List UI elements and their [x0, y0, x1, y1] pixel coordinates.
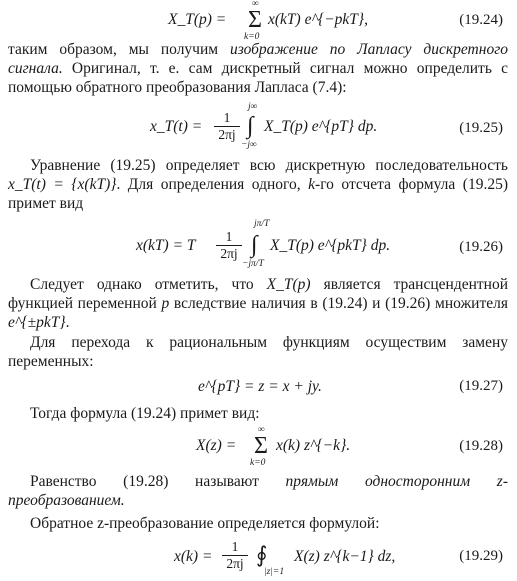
equation-lhs: X(z) =	[196, 437, 237, 454]
integral-upper-limit: jπ/T	[254, 219, 270, 229]
fraction-numerator: 1	[222, 539, 248, 556]
paragraph-text: . Для определения одного,	[116, 176, 309, 193]
equation-number: (19.26)	[459, 239, 503, 255]
equation-rhs: X_T(p) e^{pT} dp.	[264, 118, 378, 135]
paragraph-text: Равенство (19.28) называют	[30, 473, 286, 490]
paragraph-text: таким образом, мы получим	[8, 41, 230, 58]
equation-number: (19.29)	[459, 548, 503, 564]
paragraph-4: Для перехода к рациональным функциям осуществим замену переменных:	[8, 334, 508, 370]
fraction-numerator: 1	[216, 229, 242, 246]
sum-symbol: Σ	[248, 7, 262, 33]
inline-variable: k	[308, 176, 316, 193]
paragraph-text: .	[65, 314, 70, 331]
equation-rhs: x(kT) e^{−pkT},	[268, 11, 368, 28]
sum-lower-limit: k=0	[244, 32, 260, 42]
sum-lower-limit: k=0	[250, 458, 266, 468]
paragraph-text: вследствие наличия в (19.24) и (19.26) множителя	[169, 295, 508, 312]
emphasis-text: изображение по Лапласу дискретного сигнала.	[8, 41, 508, 77]
paragraph-1	[8, 40, 508, 97]
paragraph-text: Следует однако отметить, что	[30, 276, 267, 293]
fraction-denominator: 2πj	[218, 127, 236, 142]
equation-19-24	[0, 0, 517, 44]
paragraph-3	[8, 275, 508, 332]
fraction	[214, 110, 240, 143]
paragraph-6	[8, 472, 508, 510]
paragraph-text: Оригинал, т. е. сам дискретный сигнал можно определить с помощью обратного преобразования Лапласа (7.4):	[8, 60, 508, 96]
integral-symbol: ∫	[251, 232, 258, 258]
equation-19-29	[0, 536, 517, 580]
equation-rhs: X(z) z^{k−1} dz,	[294, 548, 396, 565]
equation-expression: e^{pT} = z = x + jy.	[198, 378, 322, 395]
integral-lower-limit: −j∞	[241, 140, 257, 150]
paragraph-text: Уравнение (19.25) определяет всю дискретную последовательность	[30, 157, 508, 174]
equation-lhs: x(k) =	[174, 548, 213, 565]
fraction-numerator: 1	[214, 110, 240, 127]
fraction-denominator: 2πj	[220, 246, 238, 261]
paragraph-2	[8, 156, 508, 213]
equation-number: (19.24)	[459, 12, 503, 28]
paragraph-text: -го отсчета формула (19.25) примет вид	[8, 176, 508, 212]
equation-19-28	[0, 424, 517, 468]
sum-upper-limit: ∞	[252, 0, 259, 9]
sum-upper-limit: ∞	[258, 425, 265, 435]
equation-19-25	[0, 102, 517, 150]
equation-19-26	[0, 219, 517, 269]
equation-lhs: x_T(t) =	[150, 118, 203, 135]
contour-lower-limit: |z|=1	[264, 567, 285, 577]
inline-variable: p	[161, 295, 170, 312]
equation-number: (19.28)	[459, 438, 503, 454]
fraction	[216, 229, 242, 262]
emphasis-text: прямым односторонним z-преобразованием.	[8, 473, 508, 509]
equation-number: (19.25)	[459, 120, 503, 136]
inline-formula: e^{±pkT}	[8, 314, 66, 331]
integral-symbol: ∫	[247, 113, 254, 139]
inline-formula: x_T(t) = {x(kT)}	[8, 176, 117, 193]
sum-symbol: Σ	[254, 433, 268, 459]
equation-lhs: X_T(p) =	[168, 11, 227, 28]
inline-formula: X_T(p)	[266, 276, 311, 293]
equation-rhs: X_T(p) e^{pkT} dp.	[270, 237, 391, 254]
integral-lower-limit: −jπ/T	[242, 259, 264, 269]
paragraph-7: Обратное z-преобразование определяется формулой:	[30, 515, 380, 532]
paragraph-text: является трансцендентной функцией переменной	[8, 276, 508, 312]
integral-upper-limit: j∞	[248, 102, 258, 112]
equation-rhs: x(k) z^{−k}.	[276, 437, 351, 454]
paragraph-5: Тогда формула (19.24) примет вид:	[30, 405, 260, 422]
fraction-denominator: 2πj	[226, 556, 244, 571]
contour-integral-symbol: ∮	[256, 542, 268, 567]
equation-number: (19.27)	[459, 378, 503, 394]
fraction	[222, 539, 248, 572]
equation-lhs: x(kT) = T	[136, 237, 196, 254]
